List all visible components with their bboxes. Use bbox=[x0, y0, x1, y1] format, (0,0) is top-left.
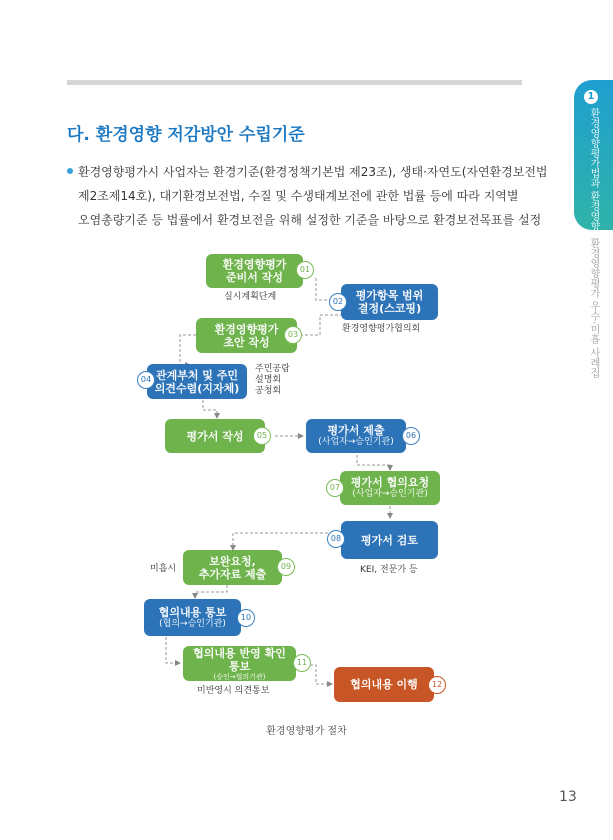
step-08-note: KEI, 전문가 등 bbox=[360, 565, 418, 575]
step-10-sublabel: (협의→승인기관) bbox=[159, 618, 226, 629]
step-12-badge: 12 bbox=[428, 676, 446, 694]
step-05-badge: 05 bbox=[253, 427, 271, 445]
step-02-scoping bbox=[341, 284, 438, 320]
chapter-tab-label: 환경영향평가법과 환경영향평가 bbox=[588, 108, 599, 252]
step-08-review-report bbox=[341, 521, 438, 559]
step-04-label: 관계부처 및 주민 의견수렴(지자체) bbox=[154, 368, 240, 395]
step-07-badge: 07 bbox=[326, 479, 344, 497]
step-05-label: 평가서 작성 bbox=[186, 429, 244, 443]
step-11-sublabel: (승인→협의기관) bbox=[213, 672, 266, 681]
step-02-label: 평가항목 범위 결정(스코핑) bbox=[355, 289, 424, 315]
step-01-label: 환경영향평가 준비서 작성 bbox=[222, 258, 287, 284]
paragraph-line-1: 환경영향평가시 사업자는 환경기준(환경정책기본법 제23조), 생태·자연도(자연환경보전법 bbox=[78, 165, 548, 179]
step-01-prepare-draft bbox=[206, 254, 303, 288]
section-heading: 다. 환경영향 저감방안 수립기준 bbox=[67, 125, 305, 145]
step-02-badge: 02 bbox=[329, 293, 347, 311]
step-10-notify-consultation bbox=[144, 599, 241, 636]
step-01-badge: 01 bbox=[296, 261, 314, 279]
step-06-label: 평가서 제출 bbox=[327, 424, 385, 437]
step-07-label: 평가서 협의요청 bbox=[350, 476, 430, 489]
step-04-badge: 04 bbox=[137, 371, 155, 389]
chapter-number-badge: 1 bbox=[584, 90, 598, 104]
step-10-badge: 10 bbox=[237, 609, 255, 627]
step-11-label: 협의내용 반영 확인 통보 bbox=[193, 646, 286, 673]
step-07-request-consultation bbox=[340, 471, 440, 505]
step-02-note: 환경영향평가협의회 bbox=[342, 324, 421, 334]
book-title-tab-label: 환경영향평가 우수·미흡 사례집 bbox=[588, 238, 599, 378]
step-03-draft bbox=[196, 318, 297, 353]
step-09-supplement-request bbox=[183, 550, 282, 585]
page-number: 13 bbox=[559, 789, 577, 805]
step-09-note: 미흡시 bbox=[150, 564, 177, 574]
step-11-badge: 11 bbox=[293, 654, 311, 672]
step-04-note: 주민공람 설명회 공청회 bbox=[255, 364, 290, 396]
step-05-write-report bbox=[165, 419, 265, 453]
step-11-note: 미반영시 의견통보 bbox=[197, 686, 270, 696]
paragraph-line-2: 제2조제14호), 대기환경보전법, 수질 및 수생태계보전에 관한 법률 등에 따라 지역별 bbox=[78, 189, 519, 203]
step-08-label: 평가서 검토 bbox=[361, 533, 418, 547]
step-04-opinion-collection bbox=[147, 364, 247, 399]
step-11-confirm-reflection bbox=[183, 646, 296, 681]
paragraph-line-3: 오염총량기준 등 법률에서 환경보전을 위해 설정한 기준을 바탕으로 환경보전목표를 설정 bbox=[78, 213, 542, 227]
step-12-label: 협의내용 이행 bbox=[350, 678, 418, 691]
step-06-sublabel: (사업자→승인기관) bbox=[318, 437, 394, 447]
step-06-submit-report bbox=[306, 419, 406, 453]
step-03-badge: 03 bbox=[284, 326, 302, 344]
step-06-badge: 06 bbox=[402, 427, 420, 445]
step-12-implement-consultation bbox=[334, 667, 434, 702]
step-08-badge: 08 bbox=[327, 530, 345, 548]
step-01-note: 실시계획단계 bbox=[224, 292, 277, 302]
step-10-label: 협의내용 통보 bbox=[158, 605, 227, 619]
step-07-sublabel: (사업자→승인기관) bbox=[352, 489, 428, 499]
figure-caption: 환경영향평가 절차 bbox=[266, 726, 347, 737]
step-09-badge: 09 bbox=[277, 558, 295, 576]
step-03-label: 환경영향평가 초안 작성 bbox=[214, 322, 279, 349]
step-09-label: 보완요청, 추가자료 제출 bbox=[198, 554, 267, 581]
